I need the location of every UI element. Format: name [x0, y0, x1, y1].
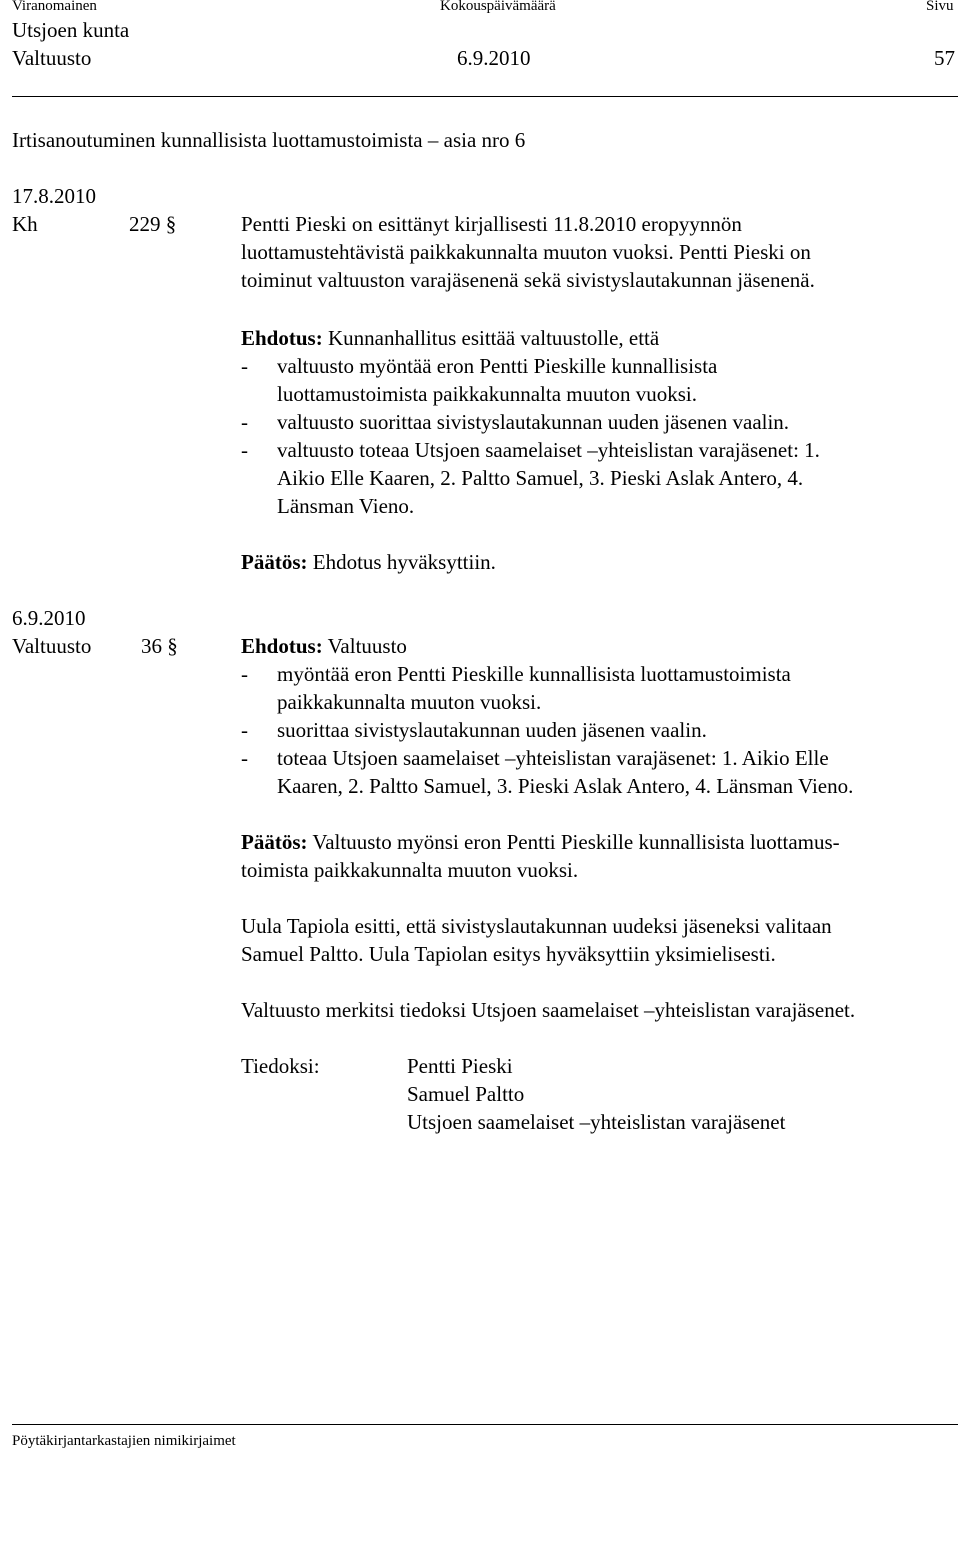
council-number: 36 § — [141, 634, 178, 658]
header-label-page: Sivu — [926, 0, 954, 14]
kh-date: 17.8.2010 — [12, 184, 96, 208]
council-para1-line-2: Samuel Paltto. Uula Tapiolan esitys hyväksyttiin yksimielisesti. — [241, 942, 776, 966]
kh-decision-label: Päätös: — [241, 550, 308, 574]
council-item-1-dash: - — [241, 662, 248, 686]
council-para1-line-1: Uula Tapiola esitti, että sivistyslautakunnan uudeksi jäseneksi valitaan — [241, 914, 832, 938]
council-item-1-line-2: paikkakunnalta muuton vuoksi. — [277, 690, 542, 714]
info-recipient-2: Samuel Paltto — [407, 1082, 525, 1106]
info-recipient-3: Utsjoen saamelaiset –yhteislistan varajäsenet — [407, 1110, 786, 1134]
council-para2: Valtuusto merkitsi tiedoksi Utsjoen saamelaiset –yhteislistan varajäsenet. — [241, 998, 856, 1022]
info-recipient-1: Pentti Pieski — [407, 1054, 513, 1078]
kh-item-3-line-2: Aikio Elle Kaaren, 2. Paltto Samuel, 3. Pieski Aslak Antero, 4. — [277, 466, 804, 490]
header-body: Valtuusto — [12, 46, 92, 70]
footer-signature-label: Pöytäkirjantarkastajien nimikirjaimet — [12, 1433, 236, 1449]
council-item-3-line-2: Kaaren, 2. Paltto Samuel, 3. Pieski Aslak Antero, 4. Länsman Vieno. — [277, 774, 854, 798]
kh-intro-line-1: Pentti Pieski on esittänyt kirjallisesti 11.8.2010 eropyynnön — [241, 212, 742, 236]
header-label-meeting-date: Kokouspäivämäärä — [440, 0, 556, 14]
kh-body: Kh — [12, 212, 38, 236]
kh-item-1-line-2: luottamustoimista paikkakunnalta muuton vuoksi. — [277, 382, 697, 406]
section-sign: § — [167, 634, 178, 658]
kh-proposal-label: Ehdotus: — [241, 326, 323, 350]
council-item-2-line-1: suorittaa sivistyslautakunnan uuden jäsenen vaalin. — [277, 718, 707, 742]
council-item-1-line-1: myöntää eron Pentti Pieskille kunnallisista luottamustoimista — [277, 662, 791, 686]
footer-divider — [12, 1424, 958, 1425]
header-page-number: 57 — [934, 46, 955, 70]
kh-number: 229 § — [129, 212, 177, 236]
council-decision-label: Päätös: — [241, 830, 308, 854]
council-date: 6.9.2010 — [12, 606, 86, 630]
council-item-2-dash: - — [241, 718, 248, 742]
kh-item-3-dash: - — [241, 438, 248, 462]
header-label-authority: Viranomainen — [12, 0, 97, 14]
kh-intro-line-2: luottamustehtävistä paikkakunnalta muuton vuoksi. Pentti Pieski on — [241, 240, 811, 264]
council-decision-line-2: toimista paikkakunnalta muuton vuoksi. — [241, 858, 579, 882]
kh-item-2-dash: - — [241, 410, 248, 434]
kh-item-1-dash: - — [241, 354, 248, 378]
matter-title: Irtisanoutuminen kunnallisista luottamustoimista – asia nro 6 — [12, 128, 526, 152]
kh-decision: Päätös: Ehdotus hyväksyttiin. — [241, 550, 496, 574]
council-decision-line-1: Päätös: Valtuusto myönsi eron Pentti Pieskille kunnallisista luottamus- — [241, 830, 840, 854]
council-item-3-dash: - — [241, 746, 248, 770]
kh-item-3-line-1: valtuusto toteaa Utsjoen saamelaiset –yhteislistan varajäsenet: 1. — [277, 438, 820, 462]
council-body: Valtuusto — [12, 634, 92, 658]
info-label: Tiedoksi: — [241, 1054, 320, 1078]
header-date: 6.9.2010 — [457, 46, 531, 70]
council-proposal: Ehdotus: Valtuusto — [241, 634, 407, 658]
kh-item-3-line-3: Länsman Vieno. — [277, 494, 415, 518]
council-item-3-line-1: toteaa Utsjoen saamelaiset –yhteislistan varajäsenet: 1. Aikio Elle — [277, 746, 829, 770]
council-proposal-label: Ehdotus: — [241, 634, 323, 658]
header-org: Utsjoen kunta — [12, 18, 130, 42]
header-divider — [12, 96, 958, 97]
kh-item-2-line-1: valtuusto suorittaa sivistyslautakunnan uuden jäsenen vaalin. — [277, 410, 790, 434]
kh-item-1-line-1: valtuusto myöntää eron Pentti Pieskille kunnallisista — [277, 354, 718, 378]
kh-intro-line-3: toiminut valtuuston varajäsenenä sekä sivistyslautakunnan jäsenenä. — [241, 268, 815, 292]
kh-proposal: Ehdotus: Kunnanhallitus esittää valtuustolle, että — [241, 326, 660, 350]
section-sign: § — [165, 212, 177, 236]
